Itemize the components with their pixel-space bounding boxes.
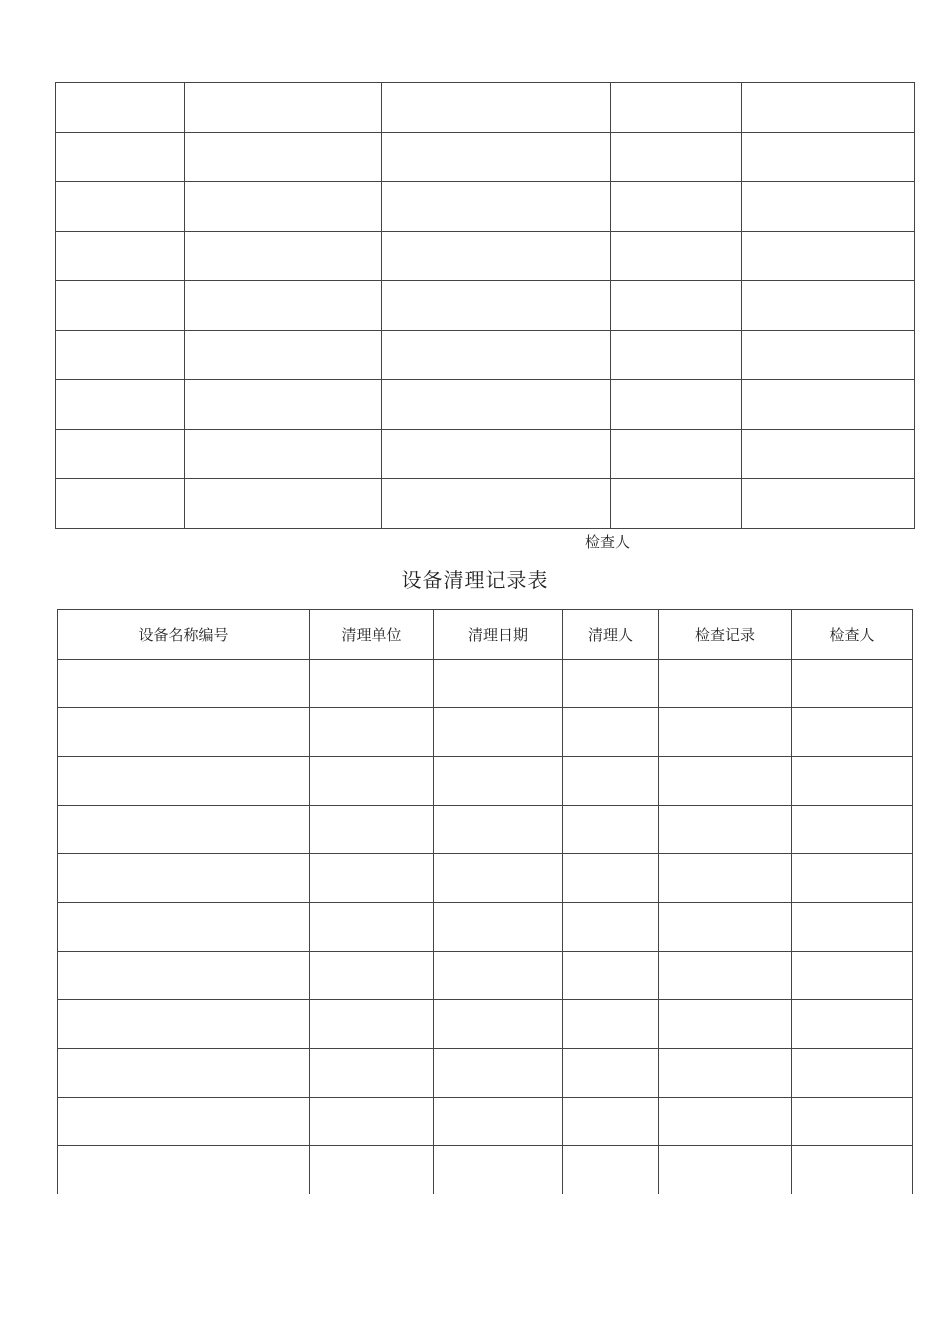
table-cell[interactable] — [434, 756, 563, 805]
table-cell[interactable] — [310, 1049, 434, 1098]
table-cell[interactable] — [611, 231, 742, 281]
table-cell[interactable] — [659, 1097, 792, 1146]
top-blank-table — [55, 82, 915, 529]
header-device-name-number: 设备名称编号 — [58, 610, 310, 660]
table-row — [58, 854, 913, 903]
form-title: 设备清理记录表 — [401, 568, 549, 592]
table-cell[interactable] — [563, 854, 659, 903]
table-cell[interactable] — [563, 805, 659, 854]
table-row — [56, 83, 915, 133]
table-row — [56, 281, 915, 331]
table-cell[interactable] — [563, 1097, 659, 1146]
table-cell[interactable] — [563, 951, 659, 1000]
table-cell[interactable] — [742, 429, 915, 479]
table-row — [58, 805, 913, 854]
table-row — [58, 1000, 913, 1049]
table-cell[interactable] — [434, 805, 563, 854]
table-cell[interactable] — [792, 708, 913, 757]
table-cell[interactable] — [792, 902, 913, 951]
table-cell[interactable] — [310, 854, 434, 903]
table-cell[interactable] — [611, 182, 742, 232]
table-cell[interactable] — [56, 132, 185, 182]
table-cell[interactable] — [659, 708, 792, 757]
table-cell[interactable] — [56, 182, 185, 232]
table-cell[interactable] — [382, 380, 611, 430]
table-cell[interactable] — [659, 659, 792, 708]
table-row — [56, 231, 915, 281]
table-cell[interactable] — [310, 708, 434, 757]
table-cell[interactable] — [310, 1000, 434, 1049]
table-cell[interactable] — [58, 659, 310, 708]
table-cell[interactable] — [185, 330, 382, 380]
table-cell[interactable] — [310, 756, 434, 805]
table-row — [56, 182, 915, 232]
table-cell[interactable] — [659, 854, 792, 903]
table-cell[interactable] — [792, 1049, 913, 1098]
table-cell[interactable] — [792, 951, 913, 1000]
table-cell[interactable] — [56, 281, 185, 331]
table-cell[interactable] — [58, 902, 310, 951]
table-cell[interactable] — [611, 83, 742, 133]
table-cell[interactable] — [659, 1146, 792, 1194]
table-row — [58, 1049, 913, 1098]
table-cell[interactable] — [792, 659, 913, 708]
table-cell[interactable] — [563, 902, 659, 951]
table-cell[interactable] — [185, 429, 382, 479]
table-cell[interactable] — [56, 479, 185, 529]
table-cell[interactable] — [611, 380, 742, 430]
table-cell[interactable] — [792, 805, 913, 854]
table-cell[interactable] — [56, 380, 185, 430]
table-cell[interactable] — [434, 1097, 563, 1146]
table-cell[interactable] — [563, 659, 659, 708]
table-cell[interactable] — [58, 951, 310, 1000]
table-cell[interactable] — [310, 1097, 434, 1146]
header-cleaning-unit: 清理单位 — [310, 610, 434, 660]
table-cell[interactable] — [742, 330, 915, 380]
table-cell[interactable] — [382, 132, 611, 182]
table-cell[interactable] — [58, 708, 310, 757]
table-cell[interactable] — [56, 330, 185, 380]
table-row — [58, 1146, 913, 1194]
table-cell[interactable] — [185, 83, 382, 133]
table-cell[interactable] — [58, 1146, 310, 1194]
table-cell[interactable] — [58, 805, 310, 854]
table-row — [56, 132, 915, 182]
header-inspection-record: 检查记录 — [659, 610, 792, 660]
table-cell[interactable] — [382, 429, 611, 479]
table-cell[interactable] — [659, 951, 792, 1000]
table-cell[interactable] — [434, 854, 563, 903]
table-cell[interactable] — [434, 951, 563, 1000]
table-cell[interactable] — [742, 83, 915, 133]
table-cell[interactable] — [58, 756, 310, 805]
header-inspector: 检查人 — [792, 610, 913, 660]
table-cell[interactable] — [56, 429, 185, 479]
table-row — [56, 479, 915, 529]
table-cell[interactable] — [382, 83, 611, 133]
table-cell[interactable] — [56, 83, 185, 133]
table-cell[interactable] — [611, 132, 742, 182]
table-row — [56, 380, 915, 430]
table-row — [56, 429, 915, 479]
table-cell[interactable] — [58, 1000, 310, 1049]
table-cell[interactable] — [792, 1000, 913, 1049]
table-cell[interactable] — [742, 380, 915, 430]
table-cell[interactable] — [742, 182, 915, 232]
table-cell[interactable] — [563, 1049, 659, 1098]
table-row — [58, 708, 913, 757]
table-row — [58, 756, 913, 805]
table-cell[interactable] — [659, 1049, 792, 1098]
table-cell[interactable] — [563, 1000, 659, 1049]
table-cell[interactable] — [434, 1049, 563, 1098]
table-cell[interactable] — [58, 854, 310, 903]
cleaning-record-table — [57, 609, 913, 1194]
table-row — [56, 330, 915, 380]
header-cleaner: 清理人 — [563, 610, 659, 660]
header-cleaning-date: 清理日期 — [434, 610, 563, 660]
table-cell[interactable] — [434, 708, 563, 757]
inspector-label: 检查人 — [585, 533, 631, 551]
table-cell[interactable] — [792, 756, 913, 805]
table-cell[interactable] — [792, 1097, 913, 1146]
table-cell[interactable] — [310, 902, 434, 951]
table-cell[interactable] — [58, 1097, 310, 1146]
table-cell[interactable] — [310, 1146, 434, 1194]
table-cell[interactable] — [310, 659, 434, 708]
table-cell[interactable] — [382, 281, 611, 331]
table-cell[interactable] — [659, 1000, 792, 1049]
table-cell[interactable] — [611, 429, 742, 479]
table-cell[interactable] — [185, 479, 382, 529]
table-cell[interactable] — [382, 231, 611, 281]
table-cell[interactable] — [434, 902, 563, 951]
table-cell[interactable] — [611, 479, 742, 529]
table-cell[interactable] — [434, 1000, 563, 1049]
table-cell[interactable] — [742, 132, 915, 182]
table-cell[interactable] — [185, 380, 382, 430]
table-cell[interactable] — [659, 805, 792, 854]
table-cell[interactable] — [434, 659, 563, 708]
table-cell[interactable] — [434, 1146, 563, 1194]
table-cell[interactable] — [563, 756, 659, 805]
table-cell[interactable] — [382, 479, 611, 529]
table-cell[interactable] — [611, 330, 742, 380]
table-cell[interactable] — [185, 231, 382, 281]
table-row — [58, 659, 913, 708]
table-cell[interactable] — [382, 182, 611, 232]
table-cell[interactable] — [611, 281, 742, 331]
table-cell[interactable] — [659, 902, 792, 951]
table-header-row — [58, 610, 913, 660]
table-cell[interactable] — [185, 132, 382, 182]
table-cell[interactable] — [58, 1049, 310, 1098]
table-cell[interactable] — [563, 708, 659, 757]
table-cell[interactable] — [792, 854, 913, 903]
table-cell[interactable] — [742, 479, 915, 529]
table-row — [58, 902, 913, 951]
table-cell[interactable] — [792, 1146, 913, 1194]
table-row — [58, 1097, 913, 1146]
table-cell[interactable] — [659, 756, 792, 805]
table-cell[interactable] — [185, 182, 382, 232]
table-cell[interactable] — [185, 281, 382, 331]
table-row — [58, 951, 913, 1000]
table-cell[interactable] — [742, 281, 915, 331]
table-cell[interactable] — [310, 951, 434, 1000]
table-cell[interactable] — [742, 231, 915, 281]
table-cell[interactable] — [310, 805, 434, 854]
table-cell[interactable] — [382, 330, 611, 380]
table-cell[interactable] — [563, 1146, 659, 1194]
table-cell[interactable] — [56, 231, 185, 281]
